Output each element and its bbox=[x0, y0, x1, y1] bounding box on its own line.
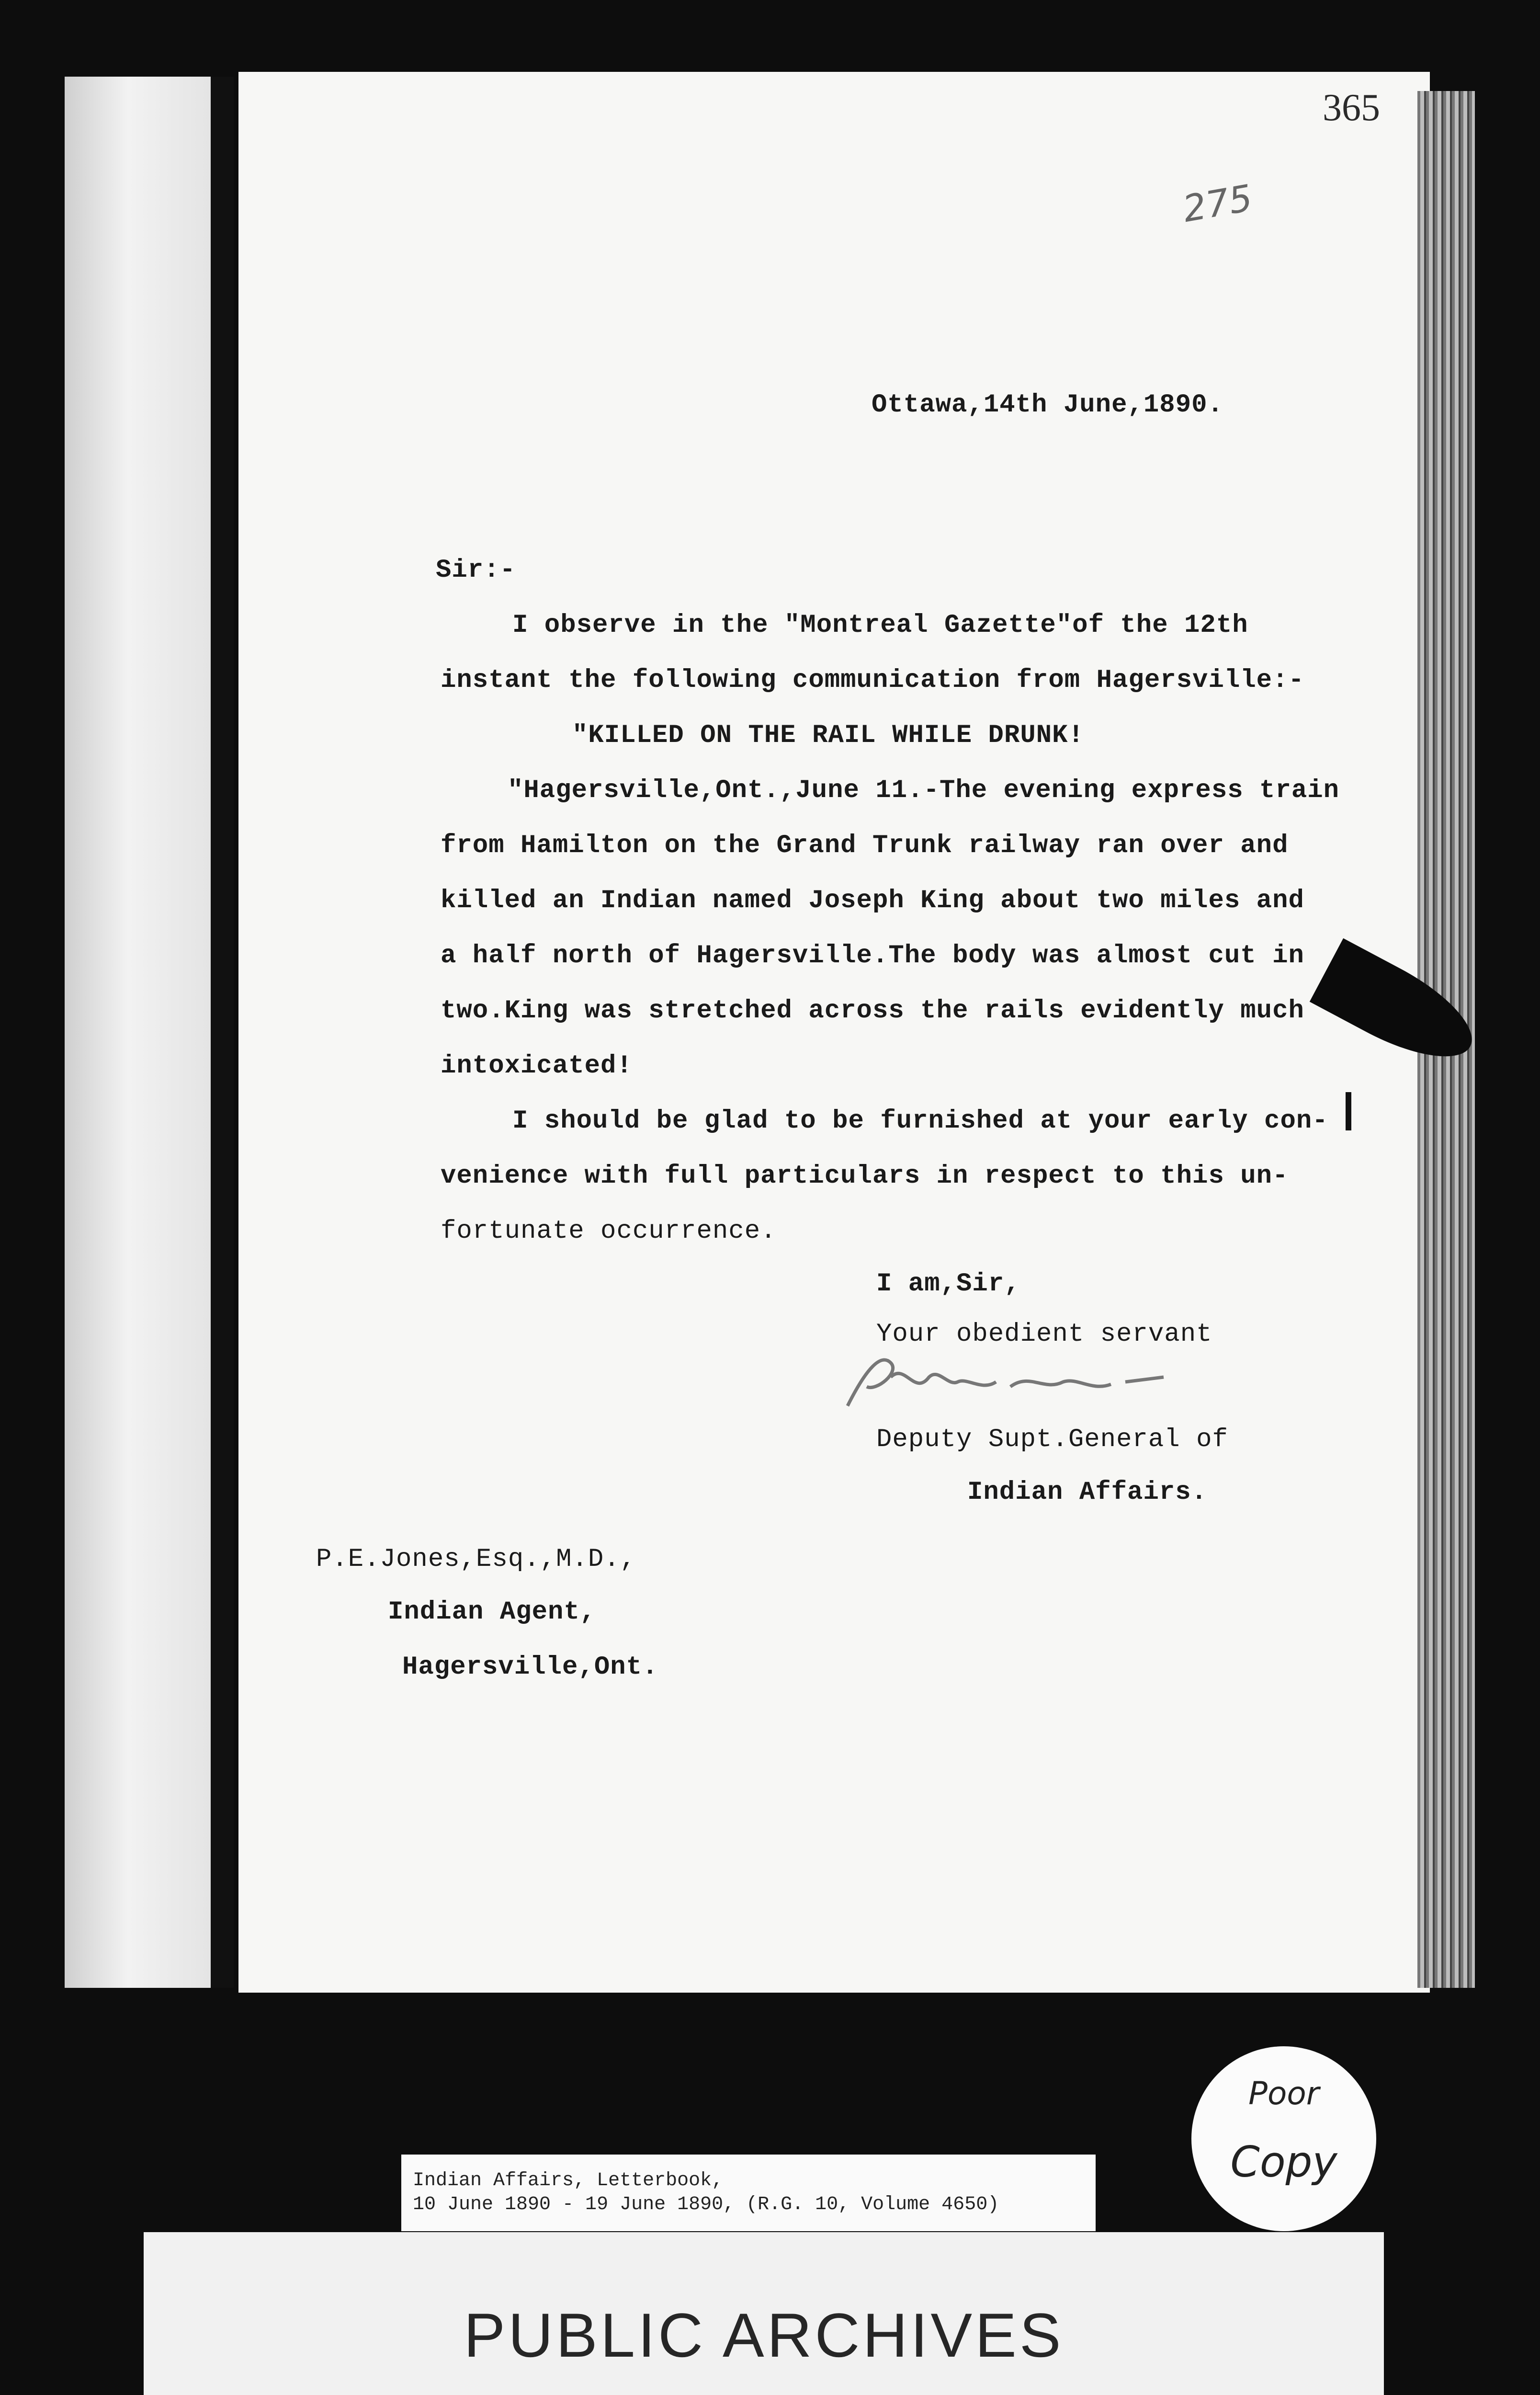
body-line: from Hamilton on the Grand Trunk railway ran over and bbox=[441, 831, 1289, 860]
caption-line: 10 June 1890 - 19 June 1890, (R.G. 10, Volume 4650) bbox=[413, 2194, 999, 2215]
body-line: "Hagersville,Ont.,June 11.-The evening express train bbox=[508, 776, 1340, 805]
addressee-line: P.E.Jones,Esq.,M.D., bbox=[316, 1545, 636, 1574]
headline-quote: "KILLED ON THE RAIL WHILE DRUNK! bbox=[572, 721, 1084, 750]
body-line: I should be glad to be furnished at your early con- bbox=[512, 1106, 1328, 1136]
closing-line: I am,Sir, bbox=[876, 1269, 1020, 1299]
poor-copy-stamp bbox=[1191, 2046, 1376, 2231]
folio-handwritten: 275 bbox=[1179, 176, 1256, 230]
signature-title: Deputy Supt.General of bbox=[876, 1425, 1228, 1454]
margin-mark bbox=[1346, 1092, 1351, 1130]
body-line: instant the following communication from Hagersville:- bbox=[441, 666, 1304, 695]
caption-line: Indian Affairs, Letterbook, bbox=[413, 2170, 724, 2191]
banner-line: PUBLIC ARCHIVES bbox=[464, 2300, 1064, 2370]
body-line: fortunate occurrence. bbox=[441, 1217, 777, 1246]
body-line: two.King was stretched across the rails evidently much bbox=[441, 996, 1304, 1026]
addressee-line: Indian Agent, bbox=[388, 1597, 596, 1627]
body-line: I observe in the "Montreal Gazette"of the 12th bbox=[512, 611, 1248, 640]
letter-page bbox=[238, 72, 1430, 1993]
addressee-line: Hagersville,Ont. bbox=[402, 1653, 658, 1682]
book-spine bbox=[211, 77, 234, 1988]
archives-banner bbox=[144, 2232, 1384, 2395]
binding-strip bbox=[65, 77, 223, 1988]
dateline: Ottawa,14th June,1890. bbox=[872, 390, 1223, 420]
signature bbox=[838, 1348, 1183, 1415]
page-number: 365 bbox=[1323, 87, 1380, 129]
body-line: killed an Indian named Joseph King about two miles and bbox=[441, 886, 1304, 915]
stamp-line: Poor bbox=[1248, 2075, 1319, 2112]
stamp-line: Copy bbox=[1230, 2137, 1337, 2187]
body-line: a half north of Hagersville.The body was almost cut in bbox=[441, 941, 1304, 970]
body-line: venience with full particulars in respect to this un- bbox=[441, 1162, 1289, 1191]
body-line: intoxicated! bbox=[441, 1051, 633, 1081]
archive-caption-label bbox=[401, 2155, 1096, 2231]
signature-title: Indian Affairs. bbox=[967, 1478, 1208, 1507]
salutation: Sir:- bbox=[436, 556, 516, 585]
closing-line: Your obedient servant bbox=[876, 1320, 1212, 1349]
